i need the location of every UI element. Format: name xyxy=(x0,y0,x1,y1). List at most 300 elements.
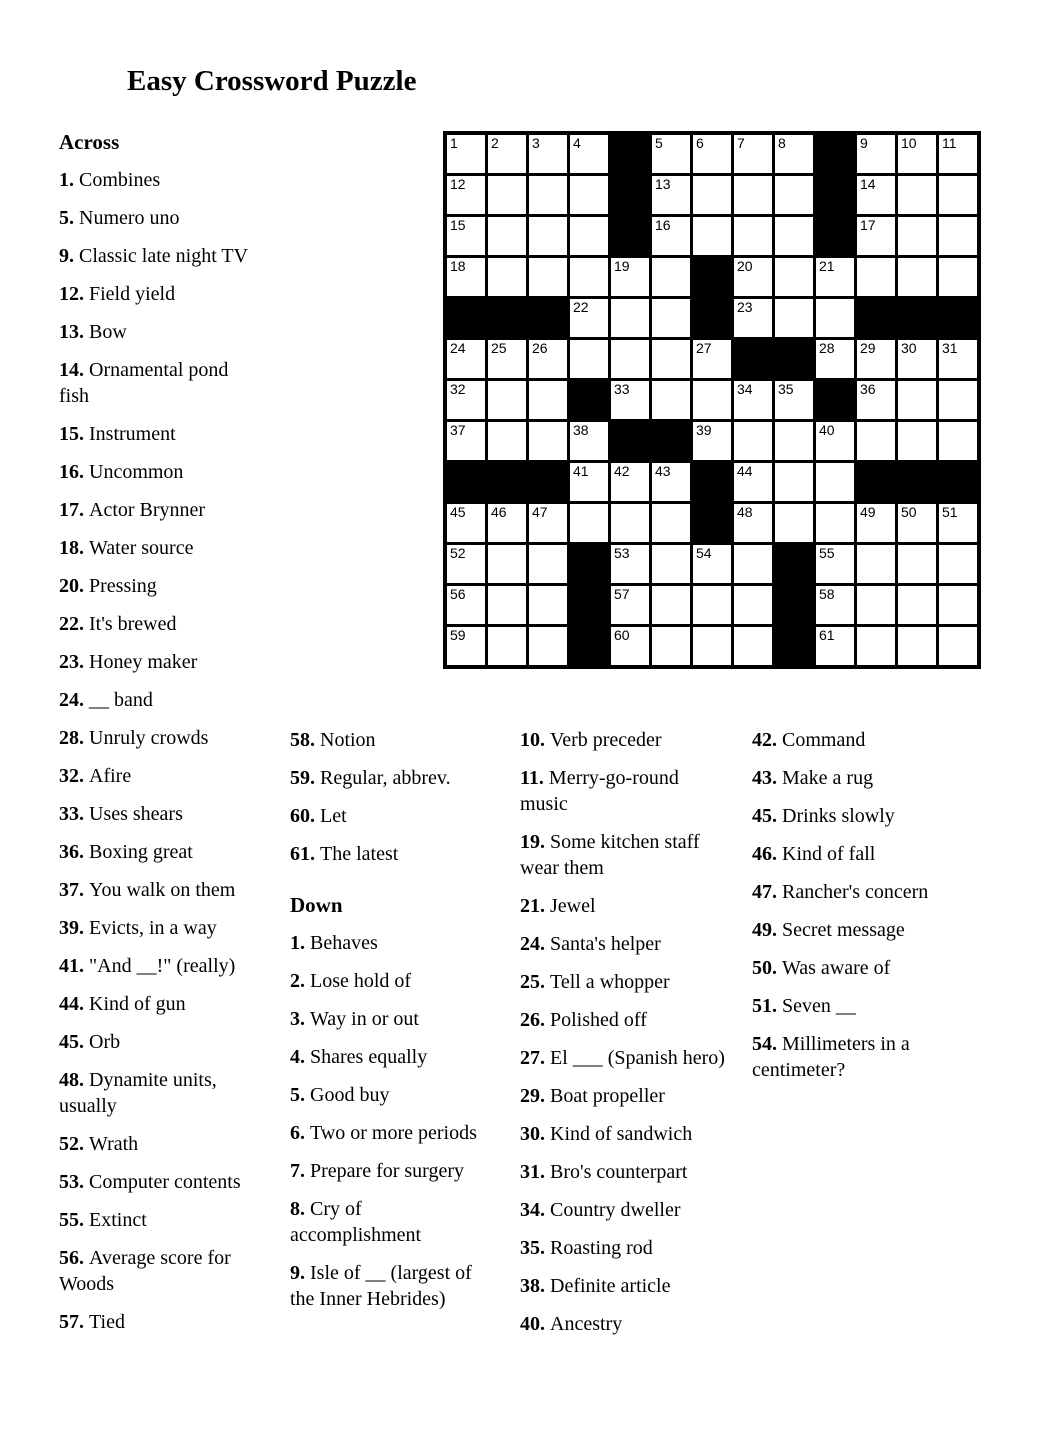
clue-number: 46. xyxy=(752,843,777,865)
grid-cell[interactable] xyxy=(529,176,567,214)
grid-cell[interactable] xyxy=(734,422,772,460)
grid-cell[interactable] xyxy=(734,586,772,624)
grid-black-cell xyxy=(693,258,731,296)
clue-column-4 xyxy=(752,727,955,1095)
clue-text: Ancestry xyxy=(545,1313,623,1335)
grid-cell[interactable] xyxy=(611,340,649,378)
cell-number: 61 xyxy=(819,627,835,643)
grid-black-cell xyxy=(611,135,649,173)
grid-cell[interactable] xyxy=(611,381,649,419)
clue-text: Shares equally xyxy=(305,1046,428,1068)
grid-cell[interactable] xyxy=(447,340,485,378)
cell-number: 35 xyxy=(778,381,794,397)
grid-cell[interactable] xyxy=(611,258,649,296)
clue-column-3 xyxy=(520,727,729,1349)
clue-across-60 xyxy=(290,803,488,829)
grid-cell[interactable] xyxy=(488,504,526,542)
grid-cell[interactable] xyxy=(652,381,690,419)
grid-cell[interactable] xyxy=(857,545,895,583)
grid-cell[interactable] xyxy=(693,586,731,624)
cell-number: 26 xyxy=(532,340,548,356)
clue-text: Water source xyxy=(84,537,194,559)
clue-text: Drinks slowly xyxy=(777,805,895,827)
grid-cell[interactable] xyxy=(652,463,690,501)
grid-cell[interactable] xyxy=(775,422,813,460)
grid-cell[interactable] xyxy=(693,340,731,378)
grid-cell[interactable] xyxy=(488,258,526,296)
clue-number: 3. xyxy=(290,1008,305,1030)
cell-number: 38 xyxy=(573,422,589,438)
clue-text: Rancher's concern xyxy=(777,881,929,903)
cell-number: 27 xyxy=(696,340,712,356)
clue-text: Let xyxy=(315,805,347,827)
grid-cell[interactable] xyxy=(529,217,567,255)
grid-cell[interactable] xyxy=(857,586,895,624)
grid-cell[interactable] xyxy=(898,258,936,296)
grid-cell[interactable] xyxy=(939,504,977,542)
grid-cell[interactable] xyxy=(447,217,485,255)
clue-number: 59. xyxy=(290,767,315,789)
grid-cell[interactable] xyxy=(939,217,977,255)
clue-number: 30. xyxy=(520,1123,545,1145)
cell-number: 56 xyxy=(450,586,466,602)
grid-cell[interactable] xyxy=(857,176,895,214)
clue-number: 45. xyxy=(752,805,777,827)
grid-cell[interactable] xyxy=(898,176,936,214)
grid-cell[interactable] xyxy=(898,217,936,255)
grid-cell[interactable] xyxy=(857,422,895,460)
clue-number: 24. xyxy=(520,933,545,955)
grid-black-cell xyxy=(447,463,485,501)
grid-cell[interactable] xyxy=(816,627,854,665)
grid-cell[interactable] xyxy=(693,176,731,214)
cell-number: 39 xyxy=(696,422,712,438)
grid-cell[interactable] xyxy=(652,258,690,296)
grid-cell[interactable] xyxy=(939,340,977,378)
clue-column-2 xyxy=(290,727,488,1324)
clue-text: Command xyxy=(777,729,866,751)
grid-cell[interactable] xyxy=(529,340,567,378)
clue-number: 5. xyxy=(59,207,74,229)
clue-across-14 xyxy=(59,357,260,409)
clue-number: 10. xyxy=(520,729,545,751)
clue-text: The latest xyxy=(315,843,399,865)
clue-text: Seven __ xyxy=(777,995,856,1017)
across-section-header: Across xyxy=(59,130,120,154)
grid-cell[interactable] xyxy=(447,135,485,173)
clue-number: 29. xyxy=(520,1085,545,1107)
cell-number: 21 xyxy=(819,258,835,274)
grid-cell[interactable] xyxy=(652,627,690,665)
clue-down-30 xyxy=(520,1121,729,1147)
clue-text: Way in or out xyxy=(305,1008,419,1030)
clue-across-45 xyxy=(59,1029,260,1055)
grid-cell[interactable] xyxy=(816,504,854,542)
grid-cell[interactable] xyxy=(652,340,690,378)
grid-cell[interactable] xyxy=(611,299,649,337)
clue-number: 16. xyxy=(59,461,84,483)
cell-number: 13 xyxy=(655,176,671,192)
clue-text: Verb preceder xyxy=(545,729,662,751)
clue-number: 9. xyxy=(290,1262,305,1284)
clue-number: 44. xyxy=(59,993,84,1015)
grid-cell[interactable] xyxy=(816,340,854,378)
clue-text: Prepare for surgery xyxy=(305,1160,465,1182)
grid-cell[interactable] xyxy=(734,463,772,501)
grid-cell[interactable] xyxy=(734,135,772,173)
clue-down-31 xyxy=(520,1159,729,1185)
grid-cell[interactable] xyxy=(570,299,608,337)
grid-cell[interactable] xyxy=(488,340,526,378)
grid-cell[interactable] xyxy=(816,586,854,624)
clue-number: 60. xyxy=(290,805,315,827)
cell-number: 57 xyxy=(614,586,630,602)
grid-cell[interactable] xyxy=(652,586,690,624)
grid-cell[interactable] xyxy=(775,135,813,173)
grid-cell[interactable] xyxy=(898,586,936,624)
cell-number: 51 xyxy=(942,504,958,520)
clue-number: 18. xyxy=(59,537,84,559)
grid-cell[interactable] xyxy=(939,627,977,665)
grid-cell[interactable] xyxy=(488,422,526,460)
grid-black-cell xyxy=(488,463,526,501)
clue-text: Unruly crowds xyxy=(84,727,209,749)
clue-down-19 xyxy=(520,829,729,881)
clue-number: 12. xyxy=(59,283,84,305)
clue-number: 9. xyxy=(59,245,74,267)
cell-number: 53 xyxy=(614,545,630,561)
grid-cell[interactable] xyxy=(652,176,690,214)
clue-number: 21. xyxy=(520,895,545,917)
cell-number: 29 xyxy=(860,340,876,356)
clue-down-9 xyxy=(290,1260,488,1312)
cell-number: 46 xyxy=(491,504,507,520)
clue-down-8 xyxy=(290,1196,488,1248)
grid-cell[interactable] xyxy=(529,545,567,583)
cell-number: 24 xyxy=(450,340,466,356)
clue-text: Santa's helper xyxy=(545,933,661,955)
grid-cell[interactable] xyxy=(734,299,772,337)
clue-text: Isle of __ (largest of the Inner Hebrides) xyxy=(290,1262,472,1310)
clue-text: Kind of gun xyxy=(84,993,186,1015)
clue-down-24 xyxy=(520,931,729,957)
grid-black-cell xyxy=(611,422,649,460)
grid-cell[interactable] xyxy=(775,258,813,296)
grid-black-cell xyxy=(857,463,895,501)
grid-cell[interactable] xyxy=(570,217,608,255)
cell-number: 23 xyxy=(737,299,753,315)
grid-cell[interactable] xyxy=(570,463,608,501)
grid-cell[interactable] xyxy=(652,135,690,173)
grid-cell[interactable] xyxy=(488,586,526,624)
grid-cell[interactable] xyxy=(775,176,813,214)
clue-number: 43. xyxy=(752,767,777,789)
clue-down-47 xyxy=(752,879,955,905)
cell-number: 9 xyxy=(860,135,868,151)
clue-across-37 xyxy=(59,877,260,903)
grid-cell[interactable] xyxy=(488,381,526,419)
grid-cell[interactable] xyxy=(529,381,567,419)
clue-across-16 xyxy=(59,459,260,485)
grid-cell[interactable] xyxy=(611,463,649,501)
clue-down-21 xyxy=(520,893,729,919)
clue-across-22 xyxy=(59,611,260,637)
grid-cell[interactable] xyxy=(488,627,526,665)
grid-black-cell xyxy=(570,545,608,583)
grid-cell[interactable] xyxy=(570,135,608,173)
grid-cell[interactable] xyxy=(939,381,977,419)
grid-cell[interactable] xyxy=(816,299,854,337)
clue-text: Honey maker xyxy=(84,651,198,673)
grid-cell[interactable] xyxy=(447,627,485,665)
grid-cell[interactable] xyxy=(939,422,977,460)
clue-across-41 xyxy=(59,953,260,979)
clue-text: Evicts, in a way xyxy=(84,917,217,939)
grid-cell[interactable] xyxy=(447,381,485,419)
clue-across-48 xyxy=(59,1067,260,1119)
clue-number: 5. xyxy=(290,1084,305,1106)
cell-number: 10 xyxy=(901,135,917,151)
clue-number: 26. xyxy=(520,1009,545,1031)
grid-cell[interactable] xyxy=(734,176,772,214)
clue-text: Pressing xyxy=(84,575,157,597)
grid-cell[interactable] xyxy=(898,381,936,419)
clue-text: Make a rug xyxy=(777,767,874,789)
grid-cell[interactable] xyxy=(898,627,936,665)
grid-cell[interactable] xyxy=(775,299,813,337)
grid-cell[interactable] xyxy=(488,545,526,583)
grid-cell[interactable] xyxy=(570,176,608,214)
grid-cell[interactable] xyxy=(447,545,485,583)
clue-number: 36. xyxy=(59,841,84,863)
clue-across-12 xyxy=(59,281,260,307)
cell-number: 59 xyxy=(450,627,466,643)
clue-text: Ornamental pond fish xyxy=(59,359,229,407)
grid-cell[interactable] xyxy=(939,586,977,624)
grid-cell[interactable] xyxy=(611,545,649,583)
cell-number: 1 xyxy=(450,135,458,151)
clue-number: 7. xyxy=(290,1160,305,1182)
clue-text: Definite article xyxy=(545,1275,671,1297)
grid-cell[interactable] xyxy=(570,422,608,460)
cell-number: 3 xyxy=(532,135,540,151)
grid-cell[interactable] xyxy=(816,258,854,296)
clue-text: Polished off xyxy=(545,1009,647,1031)
grid-cell[interactable] xyxy=(611,586,649,624)
grid-cell[interactable] xyxy=(611,504,649,542)
clue-number: 20. xyxy=(59,575,84,597)
grid-cell[interactable] xyxy=(652,545,690,583)
cell-number: 47 xyxy=(532,504,548,520)
cell-number: 20 xyxy=(737,258,753,274)
grid-black-cell xyxy=(775,627,813,665)
grid-cell[interactable] xyxy=(857,504,895,542)
clue-down-49 xyxy=(752,917,955,943)
clue-text: Orb xyxy=(84,1031,121,1053)
clue-text: Cry of accomplishment xyxy=(290,1198,422,1246)
grid-black-cell xyxy=(529,299,567,337)
clue-down-42 xyxy=(752,727,955,753)
clue-number: 35. xyxy=(520,1237,545,1259)
clue-down-46 xyxy=(752,841,955,867)
grid-cell[interactable] xyxy=(693,545,731,583)
grid-cell[interactable] xyxy=(857,340,895,378)
grid-black-cell xyxy=(447,299,485,337)
grid-cell[interactable] xyxy=(898,422,936,460)
clue-down-1 xyxy=(290,930,488,956)
grid-cell[interactable] xyxy=(939,545,977,583)
cell-number: 14 xyxy=(860,176,876,192)
clue-number: 41. xyxy=(59,955,84,977)
clue-number: 51. xyxy=(752,995,777,1017)
clue-number: 31. xyxy=(520,1161,545,1183)
grid-cell[interactable] xyxy=(570,258,608,296)
clue-across-9 xyxy=(59,243,260,269)
clue-across-53 xyxy=(59,1169,260,1195)
grid-cell[interactable] xyxy=(898,340,936,378)
grid-black-cell xyxy=(775,545,813,583)
grid-cell[interactable] xyxy=(447,176,485,214)
clue-number: 37. xyxy=(59,879,84,901)
cell-number: 43 xyxy=(655,463,671,479)
clue-text: Notion xyxy=(315,729,376,751)
grid-cell[interactable] xyxy=(939,176,977,214)
cell-number: 52 xyxy=(450,545,466,561)
grid-cell[interactable] xyxy=(488,176,526,214)
cell-number: 31 xyxy=(942,340,958,356)
grid-cell[interactable] xyxy=(693,217,731,255)
clue-across-61 xyxy=(290,841,488,867)
clue-number: 19. xyxy=(520,831,545,853)
grid-cell[interactable] xyxy=(652,299,690,337)
clue-text: Two or more periods xyxy=(305,1122,477,1144)
cell-number: 49 xyxy=(860,504,876,520)
grid-cell[interactable] xyxy=(652,217,690,255)
clue-down-6 xyxy=(290,1120,488,1146)
clue-down-27 xyxy=(520,1045,729,1071)
clue-number: 15. xyxy=(59,423,84,445)
clue-text: Combines xyxy=(74,169,161,191)
clue-number: 48. xyxy=(59,1069,84,1091)
clue-down-26 xyxy=(520,1007,729,1033)
grid-cell[interactable] xyxy=(529,586,567,624)
grid-cell[interactable] xyxy=(488,135,526,173)
grid-cell[interactable] xyxy=(693,422,731,460)
clue-text: Good buy xyxy=(305,1084,390,1106)
grid-cell[interactable] xyxy=(734,627,772,665)
grid-black-cell xyxy=(816,176,854,214)
grid-cell[interactable] xyxy=(611,627,649,665)
grid-cell[interactable] xyxy=(898,504,936,542)
clue-across-1 xyxy=(59,167,260,193)
grid-cell[interactable] xyxy=(447,504,485,542)
grid-cell[interactable] xyxy=(734,217,772,255)
grid-cell[interactable] xyxy=(816,545,854,583)
grid-cell[interactable] xyxy=(529,627,567,665)
clue-across-32 xyxy=(59,763,260,789)
clue-down-29 xyxy=(520,1083,729,1109)
grid-cell[interactable] xyxy=(816,463,854,501)
grid-cell[interactable] xyxy=(857,258,895,296)
clue-text: Uses shears xyxy=(84,803,183,825)
grid-cell[interactable] xyxy=(693,381,731,419)
grid-cell[interactable] xyxy=(939,258,977,296)
grid-cell[interactable] xyxy=(857,135,895,173)
grid-cell[interactable] xyxy=(693,627,731,665)
cell-number: 32 xyxy=(450,381,466,397)
clue-down-54 xyxy=(752,1031,955,1083)
cell-number: 55 xyxy=(819,545,835,561)
grid-cell[interactable] xyxy=(447,422,485,460)
clue-text: Kind of fall xyxy=(777,843,876,865)
clue-text: Was aware of xyxy=(777,957,891,979)
cell-number: 54 xyxy=(696,545,712,561)
grid-cell[interactable] xyxy=(734,504,772,542)
grid-cell[interactable] xyxy=(857,627,895,665)
grid-black-cell xyxy=(652,422,690,460)
clue-text: Merry-go-round music xyxy=(520,767,679,815)
grid-cell[interactable] xyxy=(816,422,854,460)
grid-cell[interactable] xyxy=(734,381,772,419)
grid-black-cell xyxy=(570,381,608,419)
clue-down-2 xyxy=(290,968,488,994)
grid-cell[interactable] xyxy=(898,545,936,583)
grid-cell[interactable] xyxy=(734,545,772,583)
cell-number: 37 xyxy=(450,422,466,438)
clue-across-55 xyxy=(59,1207,260,1233)
grid-cell[interactable] xyxy=(857,381,895,419)
grid-cell[interactable] xyxy=(529,258,567,296)
grid-cell[interactable] xyxy=(693,135,731,173)
grid-cell[interactable] xyxy=(775,463,813,501)
clue-across-33 xyxy=(59,801,260,827)
grid-cell[interactable] xyxy=(939,135,977,173)
grid-cell[interactable] xyxy=(734,258,772,296)
grid-cell[interactable] xyxy=(775,381,813,419)
clue-down-4 xyxy=(290,1044,488,1070)
clue-number: 17. xyxy=(59,499,84,521)
grid-cell[interactable] xyxy=(775,504,813,542)
clue-down-3 xyxy=(290,1006,488,1032)
grid-black-cell xyxy=(816,217,854,255)
clue-text: Lose hold of xyxy=(305,970,412,992)
grid-cell[interactable] xyxy=(570,504,608,542)
clue-across-5 xyxy=(59,205,260,231)
clue-number: 22. xyxy=(59,613,84,635)
grid-cell[interactable] xyxy=(529,135,567,173)
clue-number: 42. xyxy=(752,729,777,751)
grid-cell[interactable] xyxy=(857,217,895,255)
clue-number: 45. xyxy=(59,1031,84,1053)
grid-cell[interactable] xyxy=(570,340,608,378)
grid-cell[interactable] xyxy=(898,135,936,173)
grid-cell[interactable] xyxy=(529,422,567,460)
grid-cell[interactable] xyxy=(488,217,526,255)
grid-cell[interactable] xyxy=(652,504,690,542)
grid-black-cell xyxy=(488,299,526,337)
cell-number: 4 xyxy=(573,135,581,151)
grid-cell[interactable] xyxy=(529,504,567,542)
grid-cell[interactable] xyxy=(447,258,485,296)
grid-black-cell xyxy=(939,463,977,501)
clue-text: Afire xyxy=(84,765,132,787)
grid-cell[interactable] xyxy=(447,586,485,624)
grid-black-cell xyxy=(816,381,854,419)
clue-text: Dynamite units, usually xyxy=(59,1069,217,1117)
clue-text: Tell a whopper xyxy=(545,971,670,993)
grid-cell[interactable] xyxy=(775,217,813,255)
clue-number: 23. xyxy=(59,651,84,673)
